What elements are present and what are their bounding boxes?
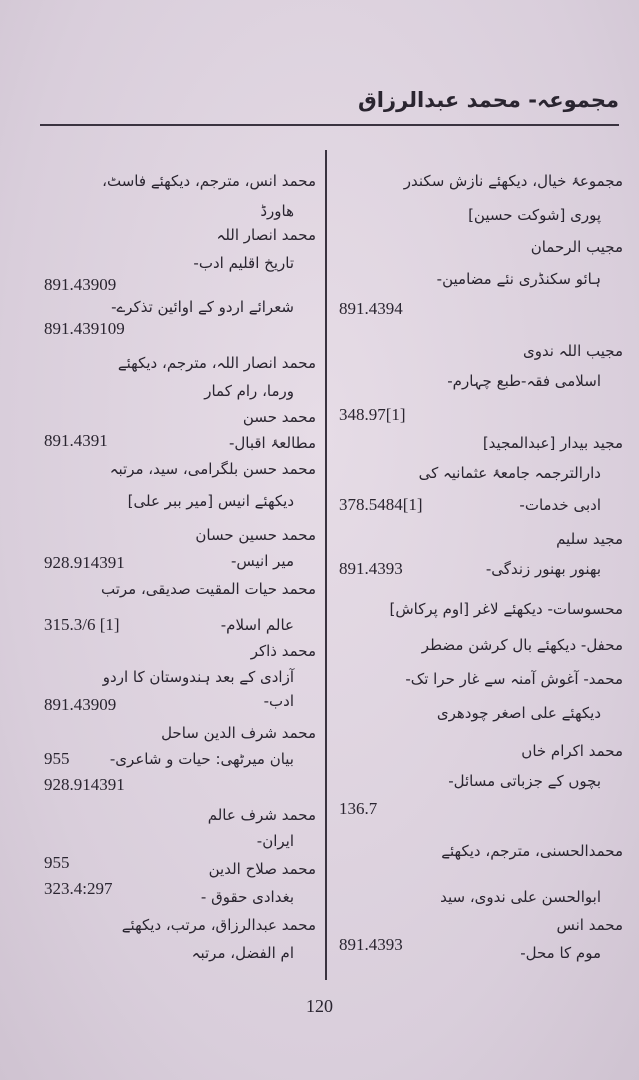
classification-number: 891.4393: [339, 935, 403, 954]
index-entry: تاریخ اقلیم ادب-: [193, 254, 294, 272]
index-entry: ابوالحسن علی ندوی، سید: [440, 888, 601, 906]
classification-number: 891.4393: [339, 559, 403, 578]
index-entry: ایران-: [256, 832, 294, 850]
index-entry: ورما، رام کمار: [204, 382, 294, 400]
classification-number: 928.914391: [44, 553, 125, 572]
classification-number: 378.5484[1]: [339, 495, 423, 514]
classification-number: 323.4:297: [44, 879, 113, 898]
index-entry: دارالترجمہ جامعۂ عثمانیہ کی: [418, 464, 601, 482]
index-entry: موم کا محل-: [520, 944, 601, 962]
classification-number: 891.439109: [44, 319, 125, 338]
index-entry: مطالعۂ اقبال-: [228, 434, 316, 452]
index-entry: محمد انس: [556, 916, 623, 934]
index-entry: بغدادی حقوق -: [200, 888, 294, 906]
classification-number: 315.3/6 [1]: [44, 615, 120, 634]
index-entry: مجیب اللہ ندوی: [522, 342, 623, 360]
index-entry: محمد حسین حسان: [195, 526, 316, 544]
index-entry: محمد- آغوش آمنہ سے غار حرا تک-: [405, 670, 623, 688]
index-entry: آزادی کے بعد ہندوستان کا اردو: [102, 668, 294, 686]
page-number: 120: [306, 996, 333, 1016]
classification-number: 955: [44, 749, 70, 768]
index-entry: میر انیس-: [230, 552, 294, 570]
index-entry: محمد حسن بلگرامی، سید، مرتبہ: [109, 460, 316, 478]
index-entry: ھاورڈ: [260, 202, 294, 220]
index-entry: ہائو سکنڈری نئے مضامین-: [436, 270, 601, 288]
index-entry: ادب-: [263, 692, 294, 710]
index-entry: محمدالحسنی، مترجم، دیکھئے: [441, 842, 623, 860]
classification-number: 136.7: [339, 799, 378, 818]
index-entry: محمد حیات المقیت صدیقی، مرتب: [100, 580, 316, 598]
index-entry: بیان میرٹھی: حیات و شاعری-: [109, 750, 294, 768]
index-entry: دیکھئے علی اصغر چودھری: [436, 704, 601, 722]
index-entry: محمد صلاح الدین: [208, 860, 316, 878]
index-entry: ادبی خدمات-: [519, 496, 601, 514]
index-entry: محمد حسن: [242, 408, 316, 426]
index-entry: محمد انصار اللہ، مترجم، دیکھئے: [117, 354, 316, 372]
index-entry: محمد شرف عالم: [207, 806, 316, 824]
index-entry: شعرائے اردو کے اوائین تذکرے-: [111, 298, 294, 316]
index-entry: مجید سلیم: [556, 530, 623, 548]
index-entry: پوری [شوکت حسین]: [468, 206, 601, 224]
index-entry: مجیب الرحمان: [530, 238, 623, 256]
classification-number: 348.97[1]: [339, 405, 406, 424]
index-entry: محمد انس، مترجم، دیکھئے فاسٹ،: [102, 172, 316, 190]
running-header: مجموعہ- محمد عبدالرزاق: [358, 88, 619, 112]
index-entry: محمد اکرام خاں: [521, 742, 623, 760]
classification-number: 891.4391: [44, 431, 108, 450]
index-entry: بھنور بھنور زندگی-: [485, 560, 601, 578]
header-rule: [40, 124, 619, 126]
column-divider: [325, 150, 327, 980]
classification-number: 928.914391: [44, 775, 125, 794]
index-entry: ام الفضل، مرتبہ: [191, 944, 294, 962]
index-entry: مجموعۂ خیال، دیکھئے نازش سکندر: [403, 172, 623, 190]
index-entry: مجید بیدار [عبدالمجید]: [482, 434, 623, 452]
index-entry: عالم اسلام-: [220, 616, 294, 634]
index-entry: محفل- دیکھئے بال کرشن مضطر: [421, 636, 623, 654]
index-entry: محسوسات- دیکھئے لاغر [اوم پرکاش]: [389, 600, 623, 618]
index-entry: اسلامی فقہ-طبع چہارم-: [447, 372, 601, 390]
index-entry: محمد عبدالرزاق، مرتب، دیکھئے: [121, 916, 316, 934]
index-entry: محمد ذاکر: [250, 642, 316, 660]
index-entry: بچوں کے جزباتی مسائل-: [448, 772, 601, 790]
index-entry: دیکھئے انیس [میر ببر علی]: [127, 492, 294, 510]
index-entry: محمد انصار اللہ: [216, 226, 316, 244]
index-entry: محمد شرف الدین ساحل: [161, 724, 316, 742]
classification-number: 891.4394: [339, 299, 403, 318]
classification-number: 891.43909: [44, 695, 117, 714]
classification-number: 955: [44, 853, 70, 872]
classification-number: 891.43909: [44, 275, 117, 294]
